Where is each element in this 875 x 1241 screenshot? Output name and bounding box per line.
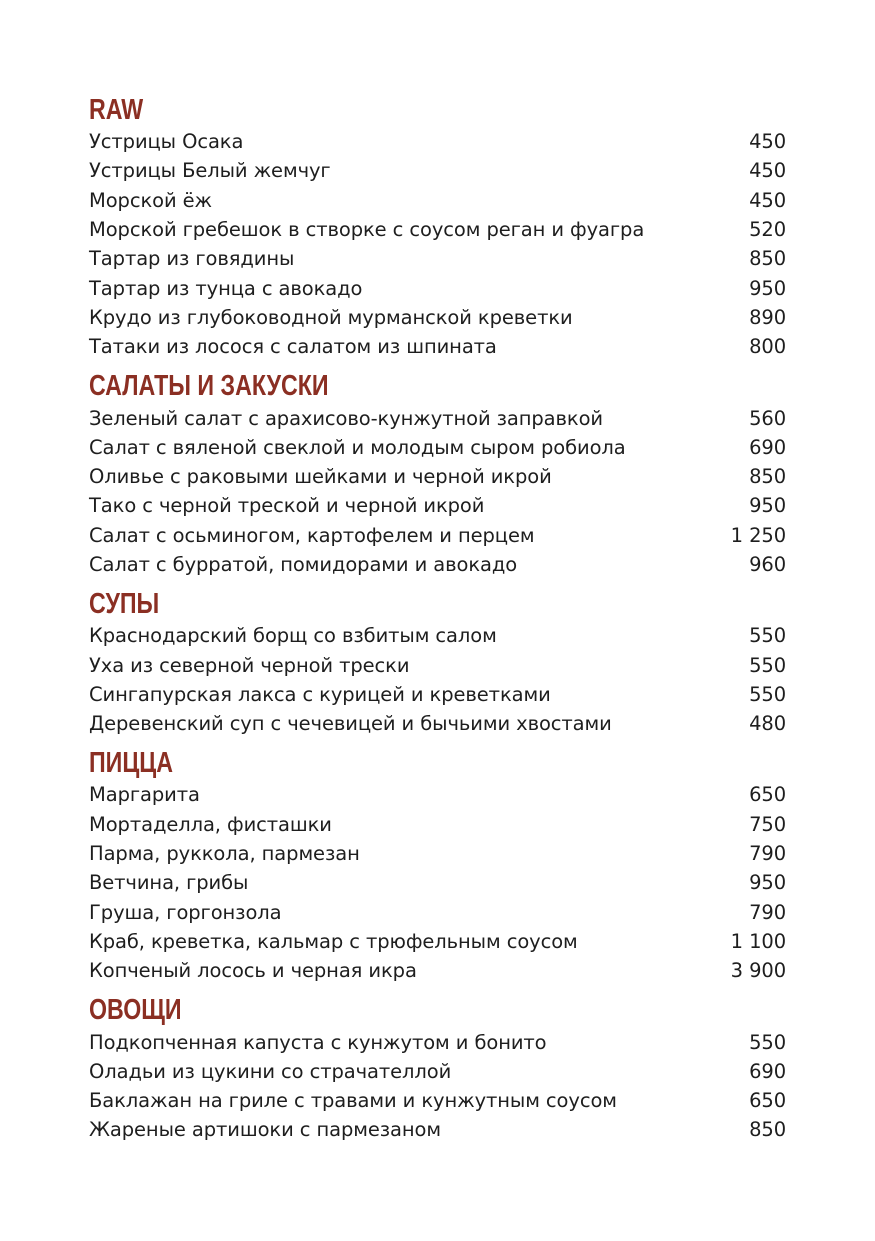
item-price: 890: [749, 305, 786, 329]
menu-item: [89, 127, 786, 156]
item-name: Салат с бурратой, помидорами и авокадо: [89, 553, 518, 576]
item-name: Баклажан на гриле с травами и кунжутным соусом: [89, 1089, 617, 1113]
menu-item: [89, 650, 786, 679]
menu-item: [89, 1027, 786, 1056]
item-price: 650: [749, 783, 786, 807]
menu-item: [89, 332, 786, 361]
item-name: Татаки из лосося с салатом из шпината: [89, 335, 497, 359]
menu-item: [89, 956, 786, 985]
item-name: Оладьи из цукини со страчателлой: [89, 1059, 452, 1083]
item-price: 480: [749, 712, 786, 736]
item-price: 450: [749, 159, 786, 183]
item-name: Жареные артишоки с пармезаном: [89, 1118, 441, 1142]
item-name: Сингапурская лакса с курицей и креветками: [89, 682, 551, 706]
item-price: 690: [749, 1059, 786, 1083]
item-name: Груша, горгонзола: [89, 900, 282, 924]
item-price: 1 250: [730, 523, 786, 547]
menu-item: [89, 868, 786, 897]
section-soups: [89, 587, 786, 738]
item-price: 750: [749, 812, 786, 836]
item-name: Краб, креветка, кальмар с трюфельным соусом: [89, 929, 578, 953]
menu-item: [89, 621, 786, 650]
item-price: 950: [749, 871, 786, 895]
item-name: Устрицы Осака: [89, 130, 244, 154]
item-price: 960: [749, 553, 786, 576]
item-price: 800: [749, 335, 786, 359]
item-price: 690: [749, 435, 786, 459]
menu-item: [89, 1057, 786, 1086]
item-price: 790: [749, 900, 786, 924]
item-price: 3 900: [730, 959, 786, 983]
item-price: 450: [749, 130, 786, 154]
section-title: RAW: [89, 94, 144, 126]
item-name: Краснодарский борщ со взбитым салом: [89, 624, 497, 648]
item-name: Мортаделла, фисташки: [89, 812, 332, 836]
item-name: Салат с осьминогом, картофелем и перцем: [89, 523, 535, 547]
menu-item: [89, 550, 786, 579]
item-name: Уха из северной черной трески: [89, 653, 410, 677]
menu-item: [89, 680, 786, 709]
section-gap: [89, 738, 786, 746]
item-price: 850: [749, 1118, 786, 1142]
item-price: 450: [749, 188, 786, 212]
menu-item: [89, 780, 786, 809]
menu-item: [89, 810, 786, 839]
item-price: 520: [749, 218, 786, 242]
menu-item: [89, 898, 786, 927]
item-name: Оливье с раковыми шейками и черной икрой: [89, 465, 552, 489]
item-name: Ветчина, грибы: [89, 871, 249, 895]
menu-item: [89, 244, 786, 273]
item-name: Тако с черной треской и черной икрой: [89, 494, 485, 518]
item-price: 550: [749, 653, 786, 677]
item-name: Деревенский суп с чечевицей и бычьими хвостами: [89, 712, 612, 736]
item-name: Тартар из тунца с авокадо: [89, 276, 363, 300]
menu: [89, 93, 786, 1145]
item-price: 560: [749, 406, 786, 430]
menu-item: [89, 433, 786, 462]
item-name: Тартар из говядины: [89, 247, 295, 271]
section-gap: [89, 579, 786, 587]
item-price: 850: [749, 247, 786, 271]
section-title: ОВОЩИ: [89, 994, 182, 1027]
item-name: Копченый лосось и черная икра: [89, 959, 417, 983]
item-name: Крудо из глубоководной мурманской креветки: [89, 305, 573, 329]
section-pizza: [89, 746, 786, 985]
item-name: Морской ёж: [89, 188, 212, 212]
menu-item: [89, 491, 786, 520]
item-name: Маргарита: [89, 783, 200, 807]
section-raw: [89, 93, 786, 361]
item-price: 550: [749, 1030, 786, 1054]
item-price: 650: [749, 1089, 786, 1113]
section-vegetables: [89, 993, 786, 1144]
item-name: Салат с вяленой свеклой и молодым сыром робиола: [89, 435, 626, 459]
menu-item: [89, 215, 786, 244]
item-price: 1 100: [730, 929, 786, 953]
menu-item: [89, 186, 786, 215]
menu-item: [89, 709, 786, 738]
item-name: Подкопченная капуста с кунжутом и бонито: [89, 1030, 547, 1054]
menu-item: [89, 273, 786, 302]
menu-item: [89, 839, 786, 868]
item-price: 790: [749, 842, 786, 866]
menu-item: [89, 156, 786, 185]
item-price: 550: [749, 682, 786, 706]
item-price: 850: [749, 465, 786, 489]
menu-item: [89, 462, 786, 491]
item-name: Морской гребешок в створке с соусом реган и фуагра: [89, 218, 645, 242]
menu-item: [89, 403, 786, 432]
section-title: ПИЦЦА: [89, 747, 173, 780]
section-title: САЛАТЫ И ЗАКУСКИ: [89, 370, 329, 403]
menu-item: [89, 1115, 786, 1144]
item-name: Зеленый салат с арахисово-кунжутной заправкой: [89, 406, 603, 430]
menu-item: [89, 1086, 786, 1115]
item-price: 950: [749, 276, 786, 300]
section-title: СУПЫ: [89, 588, 160, 621]
section-gap: [89, 361, 786, 369]
section-gap: [89, 985, 786, 993]
item-name: Устрицы Белый жемчуг: [89, 159, 331, 183]
item-price: 550: [749, 624, 786, 648]
menu-item: [89, 521, 786, 550]
menu-item: [89, 927, 786, 956]
menu-item: [89, 303, 786, 332]
item-name: Парма, руккола, пармезан: [89, 842, 360, 866]
item-price: 950: [749, 494, 786, 518]
section-salads-appetizers: [89, 369, 786, 579]
